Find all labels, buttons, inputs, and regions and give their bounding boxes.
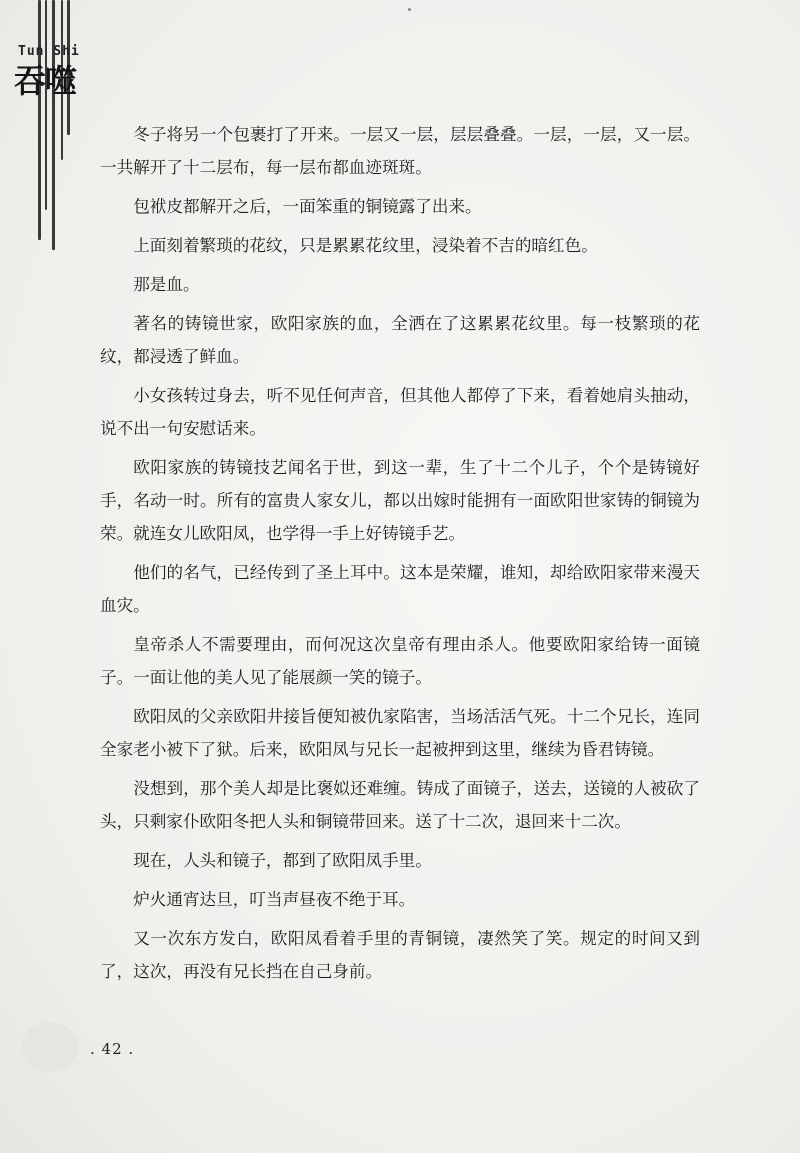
decor-bar: [38, 0, 41, 240]
paragraph: 那是血。: [133, 275, 200, 294]
paragraph: 著名的铸镜世家，欧阳家族的血，全洒在了这累累花纹里。每一枝繁琐的花纹，都浸透了鲜血。: [100, 314, 700, 366]
paragraph: 没想到，那个美人却是比褒姒还难缠。铸成了面镜子，送去，送镜的人被砍了头，只剩家仆欧阳冬把人头和铜镜带回来。送了十二次，退回来十二次。: [100, 779, 700, 831]
paragraph: 又一次东方发白，欧阳凤看着手里的青铜镜，凄然笑了笑。规定的时间又到了，这次，再没有兄长挡在自己身前。: [100, 929, 700, 981]
page-number: . 42 .: [90, 1040, 135, 1058]
scan-speck: [408, 8, 411, 11]
logo-chinese: 吞噬: [14, 62, 77, 100]
paragraph: 他们的名气，已经传到了圣上耳中。这本是荣耀，谁知，却给欧阳家带来漫天血灾。: [100, 563, 700, 615]
paragraph: 皇帝杀人不需要理由，而何况这次皇帝有理由杀人。他要欧阳家给铸一面镜子。一面让他的美人见了能展颜一笑的镜子。: [100, 635, 700, 687]
paragraph: 上面刻着繁琐的花纹，只是累累花纹里，浸染着不吉的暗红色。: [133, 236, 598, 255]
decor-bar: [52, 0, 55, 250]
decor-bar: [45, 0, 47, 210]
paragraph: 炉火通宵达旦，叮当声昼夜不绝于耳。: [133, 890, 416, 909]
paragraph: 欧阳凤的父亲欧阳井接旨便知被仇家陷害，当场活活气死。十二个兄长，连同全家老小被下了狱。后来，欧阳凤与兄长一起被押到这里，继续为昏君铸镜。: [100, 707, 700, 759]
paragraph: 包袱皮都解开之后，一面笨重的铜镜露了出来。: [133, 197, 482, 216]
paragraph: 小女孩转过身去，听不见任何声音，但其他人都停了下来，看着她肩头抽动，说不出一句安慰话来。: [100, 386, 700, 438]
header-decoration: [0, 0, 80, 240]
article-body: [100, 118, 700, 994]
footer-ornament: [22, 1022, 78, 1072]
logo-romanized: Tun Shi: [18, 44, 80, 59]
paragraph: 现在，人头和镜子，都到了欧阳凤手里。: [133, 851, 432, 870]
paragraph: 欧阳家族的铸镜技艺闻名于世，到这一辈，生了十二个儿子，个个是铸镜好手，名动一时。所有的富贵人家女儿，都以出嫁时能拥有一面欧阳世家铸的铜镜为荣。就连女儿欧阳凤，也学得一手上好铸镜手艺。: [100, 458, 700, 543]
paragraph: 冬子将另一个包裹打了开来。一层又一层，层层叠叠。一层，一层，又一层。一共解开了十二层布，每一层布都血迹斑斑。: [100, 125, 700, 177]
